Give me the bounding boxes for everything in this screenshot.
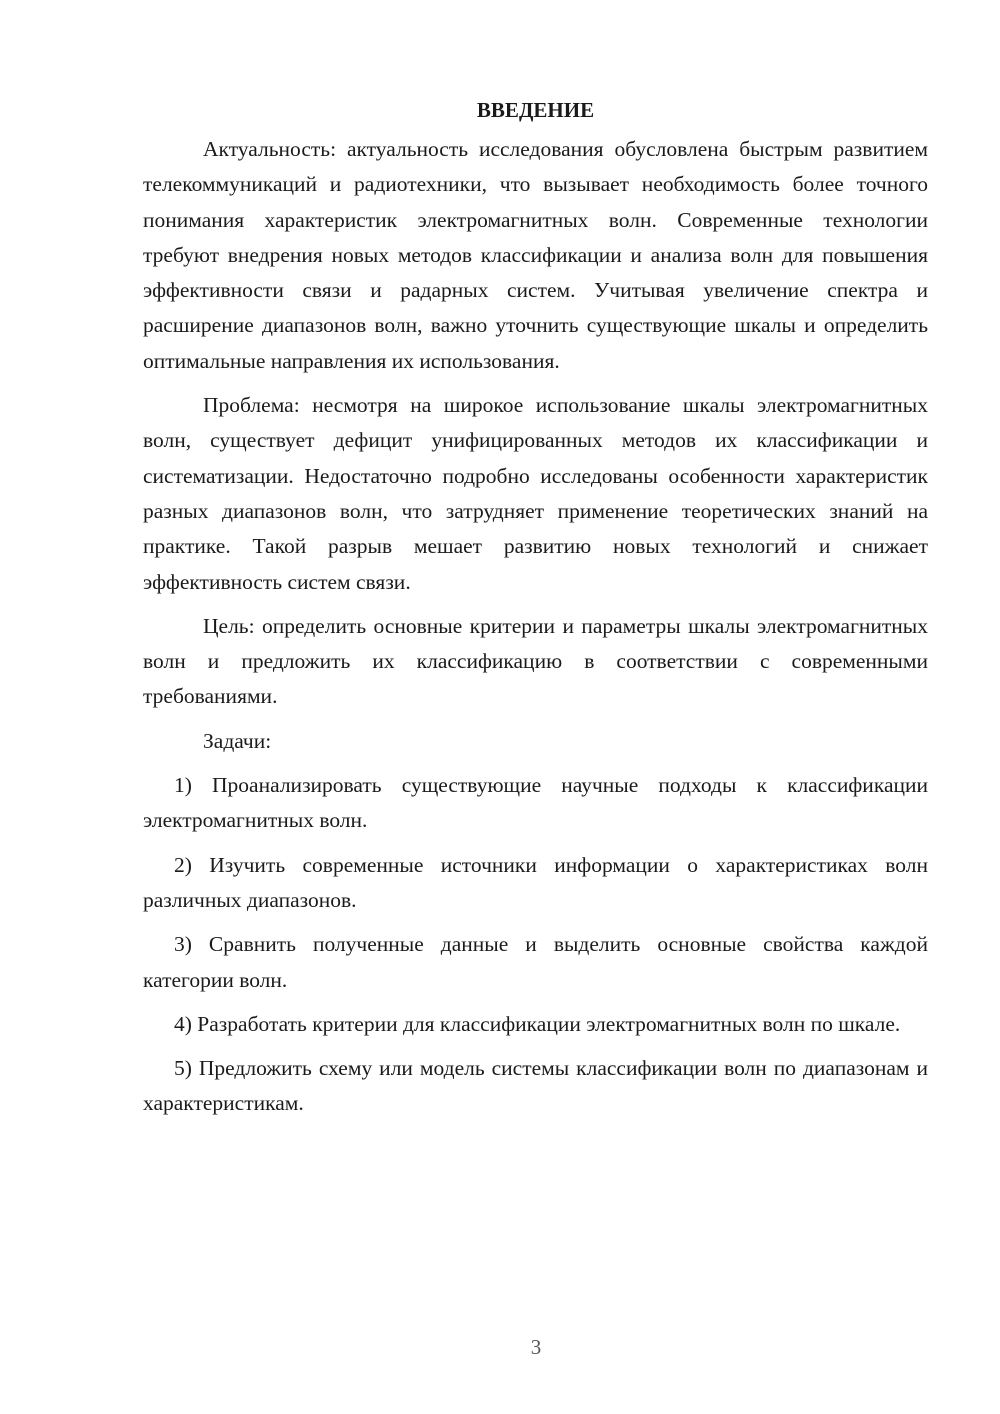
task-item-5: 5) Предложить схему или модель системы классификации волн по диапазонам и характеристикам. (143, 1056, 928, 1116)
task-item-1: 1) Проанализировать существующие научные подходы к классификации электромагнитных волн. (143, 773, 928, 833)
page-number: 3 (530, 1335, 542, 1359)
paragraph-relevance: Актуальность: актуальность исследования обусловлена быстрым развитием телекоммуникаций и радиотехники, что вызывает необходимость более точного понимания характеристик электромагнитных волн. Современные технологии требуют внедрения новых методов классификации и анализа волн для повышения эффективности связи и радарных систем. Учитывая увеличение спектра и расширение диапазонов волн, важно уточнить существующие шкалы и определить оптимальные направления их использования. (143, 137, 928, 373)
task-list (143, 768, 928, 1122)
task-item-3: 3) Сравнить полученные данные и выделить основные свойства каждой категории волн. (143, 932, 928, 992)
task-item-2: 2) Изучить современные источники информации о характеристиках волн различных диапазонов. (143, 852, 928, 912)
tasks-label: Задачи: (203, 728, 272, 753)
paragraph-goal: Цель: определить основные критерии и параметры шкалы электромагнитных волн и предложить их классификацию в соответствии с современными требованиями. (143, 613, 928, 709)
task-item-4: 4) Разработать критерии для классификации электромагнитных волн по шкале. (174, 1011, 901, 1036)
section-heading: ВВЕДЕНИЕ (476, 98, 595, 122)
page-content (143, 92, 928, 1122)
paragraph-problem: Проблема: несмотря на широкое использование шкалы электромагнитных волн, существует дефицит унифицированных методов их классификации и систематизации. Недостаточно подробно исследованы особенности характеристик разных диапазонов волн, что затрудняет применение теоретических знаний на практике. Такой разрыв мешает развитию новых технологий и снижает эффективность систем связи. (143, 393, 928, 594)
